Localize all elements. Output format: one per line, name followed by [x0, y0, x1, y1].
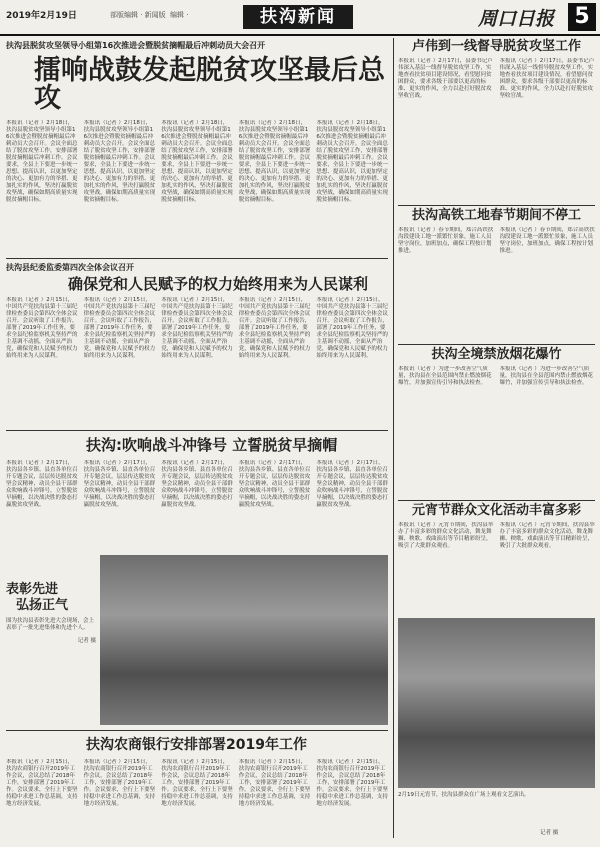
article4-body: 本报讯（记者 ）2月15日，扶沟农商银行召开2019年工作会议，会议总结了2018年工作，安排部署了2019年工作。会议要求，全行上下要坚持稳中求进工作总基调，支持地方经济发展。 [83, 758, 156, 807]
article4-headline: 扶沟农商银行安排部署2019年工作 [86, 737, 307, 753]
right4-headline: 元宵节群众文化活动丰富多彩 [411, 503, 581, 518]
article3-body: 本报讯（记者 ）2月17日，扶沟县各乡镇、县直各单位召开专题会议，层层传达脱贫攻坚会议精神，动员全县干部群众吹响战斗冲锋号，立誓脱贫早摘帽，以决战决胜的姿态打赢脱贫攻坚战。 [161, 459, 233, 508]
right4-body: 本报讯（记者 ）元宵节期间，扶沟县举办了丰富多彩的群众文化活动，舞龙舞狮、秧歌、戏曲演出等节目精彩纷呈，吸引了大批群众观看。 [398, 521, 494, 549]
right2-body: 本报讯（记者 ）春节期间，郑合高铁扶沟段建设工地一派繁忙景象，施工人员坚守岗位，加班加点，确保工程按计划推进。 [499, 226, 595, 254]
article-discipline [6, 262, 388, 437]
masthead-tag: 部版编辑 · 新闻版 [110, 11, 166, 19]
photo-title: 弘扬正气 [16, 597, 69, 613]
right3-body: 本报讯（记者 ）为进一步改善空气质量，扶沟县在全县范围内禁止燃放烟花爆竹，并加强宣传引导和执法检查。 [398, 365, 492, 386]
article-bank [6, 734, 388, 845]
page-number: 5 [568, 3, 596, 31]
article2-body: 本报讯（记者 ）2月15日，中国共产党扶沟县第十三届纪律检查委员会第四次全体会议召开。会议听取了工作报告，部署了2019年工作任务，要求全县纪检监察机关坚持严的主基调不动摇，全面从严治党，确保党和人民赋予的权力始终用来为人民谋利。 [83, 296, 156, 359]
article-charge [6, 434, 388, 548]
right-article-3 [398, 348, 595, 496]
article3-body: 本报讯（记者 ）2月17日，扶沟县各乡镇、县直各单位召开专题会议，层层传达脱贫攻坚会议精神，动员全县干部群众吹响战斗冲锋号，立誓脱贫早摘帽，以决战决胜的姿态打赢脱贫攻坚战。 [238, 459, 311, 508]
right1-headline: 卢伟到一线督导脱贫攻坚工作 [411, 39, 581, 54]
right2-body: 本报讯（记者 ）春节期间，郑合高铁扶沟段建设工地一派繁忙景象，施工人员坚守岗位，加班加点，确保工程按计划推进。 [398, 226, 494, 254]
article3-body: 本报讯（记者 ）2月17日，扶沟县各乡镇、县直各单位召开专题会议，层层传达脱贫攻坚会议精神，动员全县干部群众吹响战斗冲锋号，立誓脱贫早摘帽，以决战决胜的姿态打赢脱贫攻坚战。 [83, 459, 156, 508]
right-article-4 [398, 504, 595, 614]
article3-body: 本报讯（记者 ）2月17日，扶沟县各乡镇、县直各单位召开专题会议，层层传达脱贫攻坚会议精神，动员全县干部群众吹响战斗冲锋号，立誓脱贫早摘帽，以决战决胜的姿态打赢脱贫攻坚战。 [6, 459, 78, 508]
right4-credit: 记者 摄 [540, 830, 559, 836]
photo-title: 表彰先进 [6, 582, 59, 597]
article2-kicker: 扶沟县纪委监委第四次全体会议召开 [6, 263, 134, 272]
photo-caption-block [6, 555, 96, 725]
article2-body: 本报讯（记者 ）2月15日，中国共产党扶沟县第十三届纪律检查委员会第四次全体会议召开。会议听取了工作报告，部署了2019年工作任务，要求全县纪检监察机关坚持严的主基调不动摇，全面从严治党，确保党和人民赋予的权力始终用来为人民谋利。 [316, 296, 388, 359]
lead-body: 本报讯（记者 ）2月18日，扶沟县脱贫攻坚领导小组第16次推进会暨脱贫摘帽最后冲刺动员大会召开。会议全面总结了脱贫攻坚工作，安排部署脱贫摘帽最后冲刺工作。会议要求，全县上下要进一步统一思想、提高认识，以更加坚定的决心、更加有力的举措、更加扎实的作风，坚决打赢脱贫攻坚战，确保如期高质量实现脱贫摘帽目标。 [316, 119, 388, 203]
article2-body: 本报讯（记者 ）2月15日，中国共产党扶沟县第十三届纪律检查委员会第四次全体会议召开。会议听取了工作报告，部署了2019年工作任务，要求全县纪检监察机关坚持严的主基调不动摇，全面从严治党，确保党和人民赋予的权力始终用来为人民谋利。 [238, 296, 311, 359]
right-article-1 [398, 40, 595, 198]
lead-body: 本报讯（记者 ）2月18日，扶沟县脱贫攻坚领导小组第16次推进会暨脱贫摘帽最后冲刺动员大会召开。会议全面总结了脱贫攻坚工作，安排部署脱贫摘帽最后冲刺工作。会议要求，全县上下要进一步统一思想、提高认识，以更加坚定的决心、更加有力的举措、更加扎实的作风，坚决打赢脱贫攻坚战，确保如期高质量实现脱贫摘帽目标。 [161, 119, 233, 203]
divider [6, 730, 388, 731]
lead-article [6, 40, 388, 290]
paper-name: 周口日报 [478, 8, 555, 30]
lead-body: 本报讯（记者 ）2月18日，扶沟县脱贫攻坚领导小组第16次推进会暨脱贫摘帽最后冲刺动员大会召开。会议全面总结了脱贫攻坚工作，安排部署脱贫摘帽最后冲刺工作。会议要求，全县上下要进一步统一思想、提高认识，以更加坚定的决心、更加有力的举措、更加扎实的作风，坚决打赢脱贫攻坚战，确保如期高质量实现脱贫摘帽目标。 [238, 119, 311, 203]
photo-caption: 图为扶沟县表彰先进大会现场，会上表彰了一批先进集体和先进个人。 [6, 618, 95, 632]
issue-date: 2019年2月19日 [6, 11, 77, 21]
divider [6, 430, 388, 431]
right2-headline: 扶沟高铁工地春节期间不停工 [411, 208, 581, 223]
photo-credit: 记者 摄 [77, 638, 96, 645]
masthead-tag: 编辑 · [170, 11, 189, 19]
right4-caption: 2月19日元宵节，扶沟县群众在广场上观看文艺演出。 [398, 792, 530, 798]
right3-body: 本报讯（记者 ）为进一步改善空气质量，扶沟县在全县范围内禁止燃放烟花爆竹，并加强宣传引导和执法检查。 [499, 365, 594, 386]
divider [398, 205, 595, 206]
divider [398, 500, 595, 501]
lead-kicker: 扶沟县脱贫攻坚领导小组第16次推进会暨脱贫摘帽最后冲刺动员大会召开 [6, 41, 266, 50]
article3-body: 本报讯（记者 ）2月17日，扶沟县各乡镇、县直各单位召开专题会议，层层传达脱贫攻坚会议精神，动员全县干部群众吹响战斗冲锋号，立誓脱贫早摘帽，以决战决胜的姿态打赢脱贫攻坚战。 [316, 459, 388, 508]
lead-headline: 擂响战鼓发起脱贫攻坚最后总攻 [34, 55, 385, 115]
article2-headline: 确保党和人民赋予的权力始终用来为人民谋利 [68, 275, 369, 293]
masthead [0, 0, 600, 36]
right4-body: 本报讯（记者 ）元宵节期间，扶沟县举办了丰富多彩的群众文化活动，舞龙舞狮、秧歌、戏曲演出等节目精彩纷呈，吸引了大批群众观看。 [499, 521, 595, 549]
ceremony-photo [100, 555, 388, 725]
lead-body: 本报讯（记者 ）2月18日，扶沟县脱贫攻坚领导小组第16次推进会暨脱贫摘帽最后冲刺动员大会召开。会议全面总结了脱贫攻坚工作，安排部署脱贫摘帽最后冲刺工作。会议要求，全县上下要进一步统一思想、提高认识，以更加坚定的决心、更加有力的举措、更加扎实的作风，坚决打赢脱贫攻坚战，确保如期高质量实现脱贫摘帽目标。 [83, 119, 156, 203]
right1-body: 本报讯（记者 ）2月17日，县委书记卢伟深入基层一线督导脱贫攻坚工作，实地查看扶贫项目建设情况，看望慰问贫困群众，要求各级干部要以更高的标准、更实的作风，全力以赴打好脱贫攻坚收官战。 [499, 57, 595, 99]
article2-body: 本报讯（记者 ）2月15日，中国共产党扶沟县第十三届纪律检查委员会第四次全体会议召开。会议听取了工作报告，部署了2019年工作任务，要求全县纪检监察机关坚持严的主基调不动摇，全面从严治党，确保党和人民赋予的权力始终用来为人民谋利。 [161, 296, 233, 359]
right-article-2 [398, 209, 595, 339]
article4-body: 本报讯（记者 ）2月15日，扶沟农商银行召开2019年工作会议，会议总结了2018年工作，安排部署了2019年工作。会议要求，全行上下要坚持稳中求进工作总基调，支持地方经济发展。 [238, 758, 311, 807]
article4-body: 本报讯（记者 ）2月15日，扶沟农商银行召开2019年工作会议，会议总结了2018年工作，安排部署了2019年工作。会议要求，全行上下要坚持稳中求进工作总基调，支持地方经济发展。 [316, 758, 388, 807]
section-title: 扶沟新闻 [243, 5, 353, 29]
article2-body: 本报讯（记者 ）2月15日，中国共产党扶沟县第十三届纪律检查委员会第四次全体会议召开。会议听取了工作报告，部署了2019年工作任务，要求全县纪检监察机关坚持严的主基调不动摇，全面从严治党，确保党和人民赋予的权力始终用来为人民谋利。 [6, 296, 78, 359]
article4-body: 本报讯（记者 ）2月15日，扶沟农商银行召开2019年工作会议，会议总结了2018年工作，安排部署了2019年工作。会议要求，全行上下要坚持稳中求进工作总基调，支持地方经济发展。 [6, 758, 78, 807]
divider [6, 258, 388, 259]
article4-body: 本报讯（记者 ）2月15日，扶沟农商银行召开2019年工作会议，会议总结了2018年工作，安排部署了2019年工作。会议要求，全行上下要坚持稳中求进工作总基调，支持地方经济发展。 [161, 758, 233, 807]
column-divider [393, 38, 394, 838]
lantern-festival-photo [398, 618, 595, 788]
article3-headline: 扶沟:吹响战斗冲锋号 立誓脱贫早摘帽 [86, 436, 338, 454]
divider [398, 344, 595, 345]
lead-body: 本报讯（记者 ）2月18日，扶沟县脱贫攻坚领导小组第16次推进会暨脱贫摘帽最后冲刺动员大会召开。会议全面总结了脱贫攻坚工作，安排部署脱贫摘帽最后冲刺工作。会议要求，全县上下要进一步统一思想、提高认识，以更加坚定的决心、更加有力的举措、更加扎实的作风，坚决打赢脱贫攻坚战，确保如期高质量实现脱贫摘帽目标。 [6, 119, 78, 203]
right3-headline: 扶沟全境禁放烟花爆竹 [431, 347, 562, 362]
right1-body: 本报讯（记者 ）2月17日，县委书记卢伟深入基层一线督导脱贫攻坚工作，实地查看扶贫项目建设情况，看望慰问贫困群众，要求各级干部要以更高的标准、更实的作风，全力以赴打好脱贫攻坚收官战。 [398, 57, 493, 99]
